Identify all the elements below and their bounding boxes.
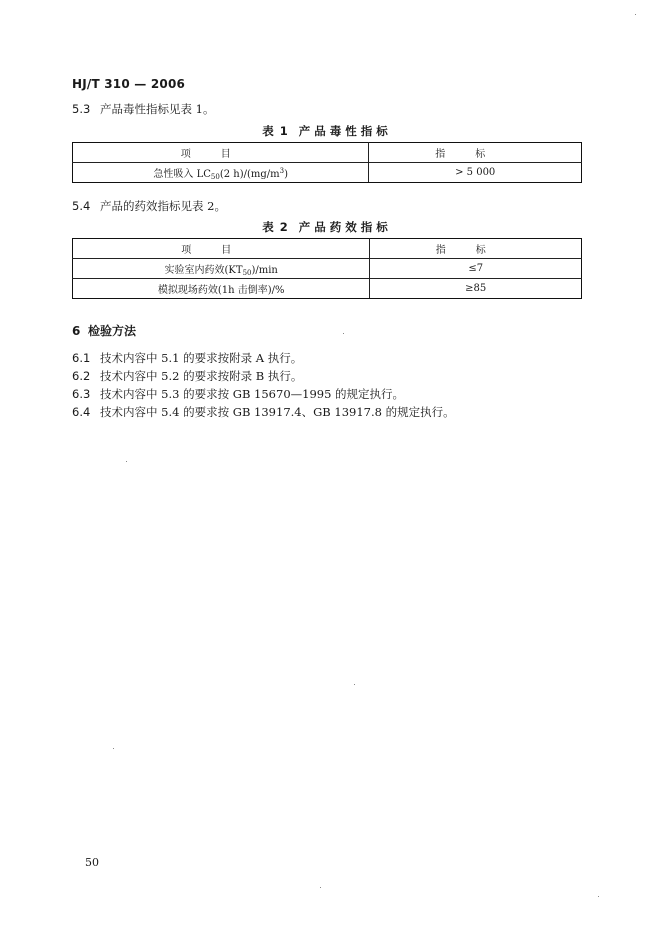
scan-speck [126,461,127,462]
cell-value: ≤7 [370,259,582,279]
clause-text: 产品毒性指标见表 1。 [100,102,215,116]
table1-caption-title: 产品毒性指标 [298,124,392,138]
clause-number: 5.3 [72,102,91,116]
scan-speck [113,748,114,749]
clause-6-3 [72,386,404,402]
clause-number: 6.1 [72,351,91,365]
table-row [73,163,582,183]
clause-number: 6.4 [72,405,91,419]
table2-caption [72,219,582,235]
cell-item: 急性吸入 $LC_{50}(2$ $h)/(mg/m^3)$ [73,163,369,183]
table-header-row [73,143,582,163]
clause-number: 5.4 [72,199,91,213]
clause-text: 技术内容中 5.4 的要求按 GB 13917.4、GB 13917.8 的规定执行。 [100,405,455,419]
table2-caption-title: 产品药效指标 [298,220,392,234]
table-header-row [73,239,582,259]
scan-speck [343,333,344,334]
col-header-item: 项目 [73,143,369,163]
clause-text: 技术内容中 5.2 的要求按附录 B 执行。 [100,369,303,383]
cell-value: > 5 000 [369,163,582,183]
table1-caption [72,123,582,139]
cell-value: ≥85 [370,279,582,299]
clause-6-2 [72,368,302,384]
clause-5-3 [72,101,214,117]
table-row [73,259,582,279]
clause-text: 产品的药效指标见表 2。 [100,199,226,213]
page-number: 50 [85,856,99,869]
table2-efficacy [72,238,582,299]
cell-item: 模拟现场药效(1h 击倒率)/% [73,279,370,299]
section-6-heading [72,322,136,339]
clause-text: 技术内容中 5.1 的要求按附录 A 执行。 [100,351,303,365]
clause-6-4 [72,404,455,420]
table1-toxicity [72,142,582,183]
col-header-index: 指标 [370,239,582,259]
clause-6-1 [72,350,302,366]
scan-speck [598,896,599,897]
clause-number: 6.3 [72,387,91,401]
clause-number: 6.2 [72,369,91,383]
table2-caption-number: 表 2 [262,220,289,234]
scan-speck [635,14,636,15]
clause-5-4 [72,198,226,214]
table-row [73,279,582,299]
section-title: 检验方法 [88,324,137,338]
cell-item: 实验室内药效$(KT_{50})/\min$ [73,259,370,279]
standard-code-header: HJ/T 310 — 2006 [72,77,186,91]
scan-speck [354,684,355,685]
col-header-item: 项目 [73,239,370,259]
scan-speck [320,887,321,888]
section-number: 6 [72,324,81,338]
clause-text: 技术内容中 5.3 的要求按 GB 15670—1995 的规定执行。 [100,387,405,401]
col-header-index: 指标 [369,143,582,163]
table1-caption-number: 表 1 [262,124,289,138]
